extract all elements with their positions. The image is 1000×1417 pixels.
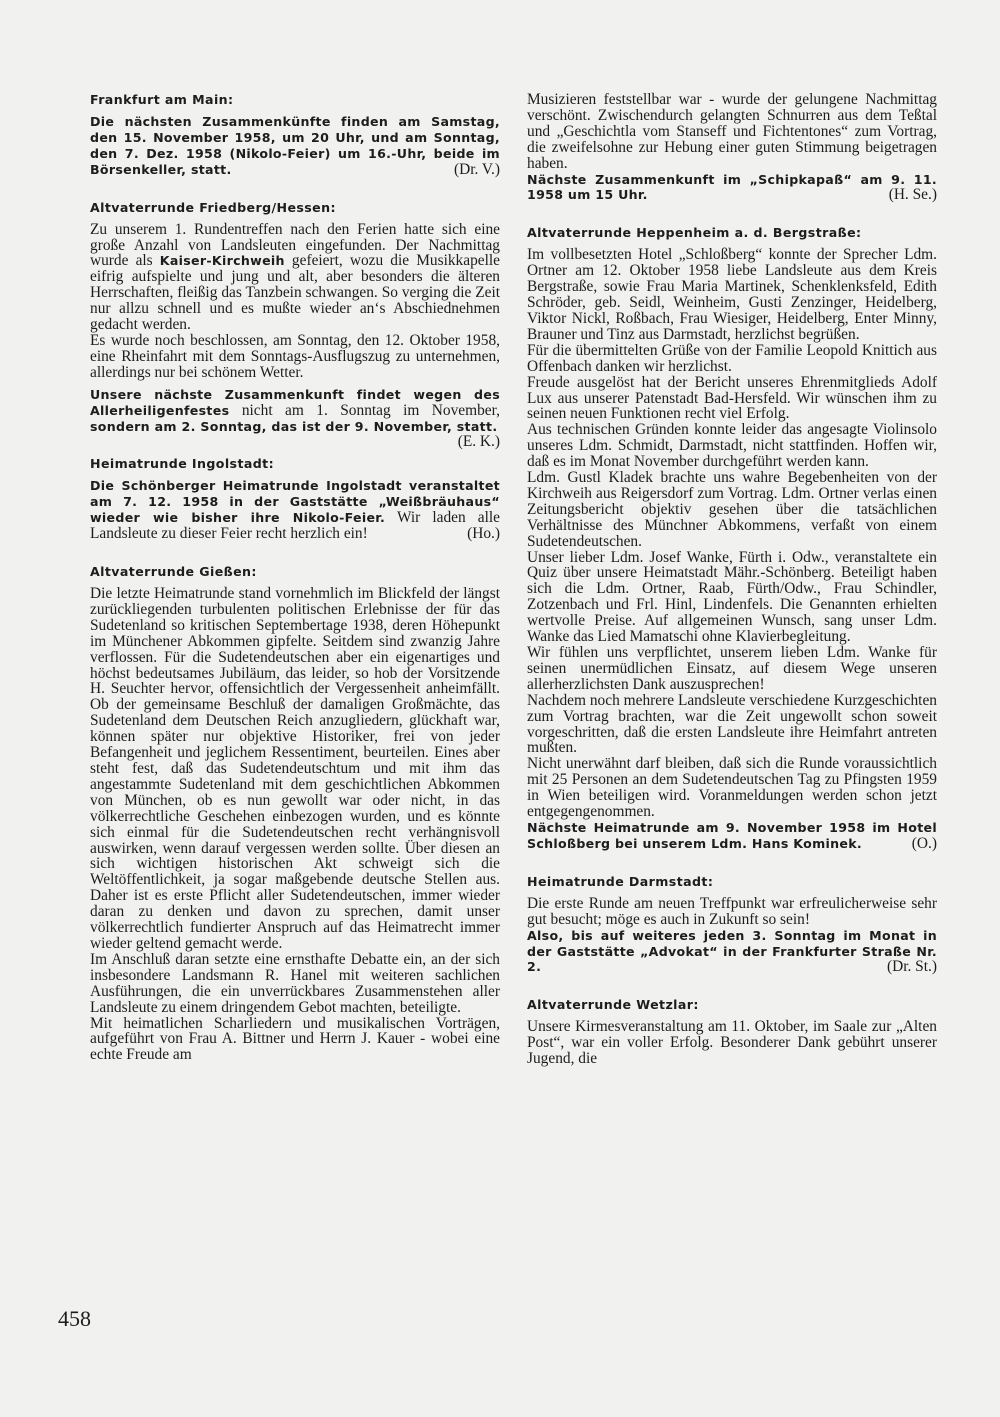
article-section [90,92,500,178]
body-text: Die erste Runde am neuen Treffpunkt war erfreulicherweise sehr gut besucht; möge es auch in Zukunft so sein! [527,894,937,928]
paragraph [90,1016,500,1064]
body-text: Zu unserem 1. Rundentreffen nach den Ferien hatte sich eine große Anzahl von Landsleuten eingefunden. Der Nachmittag wurde als [90,220,500,270]
body-text: Musizieren feststellbar war - wurde der gelungene Nachmittag verschönt. Zwischendurch gelangten Schnurren aus dem Teßtal und „Geschichtla vom Stanseff und Fichtentones“ zum Vortrag, die zweifelsohne zur Hebung einer guten Stimmung beigetragen haben. [527,91,937,172]
paragraph [90,478,500,542]
body-text: Aus technischen Gründen konnte leider das angesagte Violinsolo unseres Ldm. Schmidt, Darmstadt, nicht stattfinden. Hoffen wir, daß es im Monat November durchgeführt werden kann. [527,421,937,471]
body-text: gefeiert, wozu die Musikkapelle eifrig aufspielte und jung und alt, aber besonders die älteren Herrschaften, fleißig das Tanzbein schwangen. So verging die Zeit nur allzu schnell und es mußte wieder an‘s Abschiednehmen gedacht werden. [90,252,500,334]
body-text: Für die übermittelten Grüße von der Familie Leopold Knittich aus Offenbach danken wir herzlichst. [527,341,937,375]
article-section [90,456,500,542]
paragraph [90,586,500,952]
bold-text: Also, bis auf weiteres jeden 3. Sonntag im Monat in der Gaststätte „Advokat“ in der Frankfurter Straße Nr. 2. [527,927,937,975]
body-text: Nicht unerwähnt darf bleiben, daß sich die Runde voraussichtlich mit 25 Personen an dem Sudetendeutschen Tag zu Pfingsten 1959 in Wien beteiligen wird. Voranmeldungen werden schon jetzt entgegengenommen. [527,755,937,821]
section-heading: Altvaterrunde Heppenheim a. d. Bergstraße: [527,225,862,241]
body-text: Wir laden alle Landsleute zu dieser Feier recht herzlich ein! [90,509,501,543]
article-section [527,874,937,976]
section-heading: Heimatrunde Darmstadt: [527,873,714,889]
paragraph [527,550,937,645]
author-signature: (H. Se.) [888,186,937,204]
article-section [90,564,500,1063]
article-section [527,225,937,851]
article-section [90,199,500,451]
bold-text: Nächste Zusammenkunft im „Schipkapaß“ am 9. 11. 1958 um 15 Uhr. [527,171,937,203]
section-heading: Altvaterrunde Friedberg/Hessen: [90,199,336,215]
article-section [527,92,937,203]
bold-text: Nächste Heimatrunde am 9. November 1958 im Hotel Schloßberg bei unserem Ldm. Hans Kominek. [527,819,937,851]
section-heading: Heimatrunde Ingolstadt: [90,456,275,472]
section-heading: Altvaterrunde Gießen: [90,564,257,580]
bold-text: Die Schönberger Heimatrunde Ingolstadt veranstaltet am 7. 12. 1958 in der Gaststätte „Weißbräuhaus“ wieder wie bisher ihre Nikolo-Feier. [90,478,500,526]
author-signature: (Dr. V.) [453,160,500,178]
paragraph [527,422,937,470]
paragraph [90,114,500,178]
body-text: nicht am 1. Sonntag im November, [229,401,500,419]
bold-text: Unsere nächste Zusammenkunft findet wegen des Allerheiligenfestes [90,386,500,418]
paragraph [527,1019,937,1067]
left-column [90,92,500,1085]
paragraph [527,247,937,342]
body-text: Im Anschluß daran setzte eine ernsthafte Debatte ein, an der sich insbesondere Landsmann R. Hanel mit weiteren sachlichen Ausführungen, die ein unverrückbares Zusammenstehen aller Landsleute zu einem dringendem Gebot machten, beteiligte. [90,950,500,1016]
paragraph [90,952,500,1016]
paragraph [527,645,937,693]
paragraph [527,896,937,928]
author-signature: (Ho.) [467,525,500,543]
paragraph [90,222,500,333]
body-text: Nachdem noch mehrere Landsleute verschiedene Kurzgeschichten zum Vortrag brachten, war die Zeit ungewollt schon soweit vorgeschritten, daß die ersten Landsleute ihre Heimfahrt antreten mußten. [527,691,937,757]
article-section [527,997,937,1067]
author-signature: (O.) [911,834,937,852]
body-text: Unser lieber Ldm. Josef Wanke, Fürth i. Odw., veranstaltete ein Quiz über unsere Heimatstadt Mähr.-Schönberg. Beteiligt haben sich die Ldm. Ortner, Raab, Fürth/Odw., Frau Schindler, Zotzenbach und Frl. Hinl, Lindenfels. Die Genannten erhielten wertvolle Preise. Auf allgemeinen Wunsch, sang unser Ldm. Wanke das Lied Mamatschi ohne Klavierbegleitung. [527,548,937,646]
paragraph [527,928,937,976]
page-number: 458 [58,1306,91,1331]
paragraph [527,375,937,423]
paragraph [90,386,500,451]
paragraph [527,756,937,820]
body-text: Mit heimatlichen Scharliedern und musikalischen Vorträgen, aufgeführt von Frau A. Bittner und Herrn J. Kauer - wobei eine echte Freude am [90,1014,500,1064]
body-text: Freude ausgelöst hat der Bericht unseres Ehrenmitglieds Adolf Lux aus unserer Patenstadt Bad-Hersfeld. Wir wünschen ihm zu seinen neuen Funktionen recht viel Erfolg. [527,373,937,423]
body-text: Ldm. Gustl Kladek brachte uns wahre Begebenheiten von der Kirchweih aus Reigersdorf zum Vortrag. Ldm. Ortner verlas einen Zeitungsbericht objektiv gesehen über die tatsächlichen Verhältnisse des Münchner Abkommens, verfaßt von einem Sudetendeutschen. [527,469,937,550]
paragraph [527,343,937,375]
author-signature: (Dr. St.) [886,958,937,976]
body-text: Die letzte Heimatrunde stand vornehmlich im Blickfeld der längst zurückliegenden turbulenten politischen Erlebnisse der für das Sudetenland so kritischen Septembertage 1938, deren Höhepunkt im Münchener Abkommen gipfelte. Seitdem sind zwanzig Jahre verflossen. Für die Sudetendeutschen aber ein eigenartiges und höchst bedeutsames Jubiläum, das leider, so hob der Vorsitzende H. Seuchter hervor, offensichtlich der Vergessenheit anheimfällt. Ob der gemeinsame Beschluß der damaligen Großmächte, das Sudetenland dem Deutschen Reich anzugliedern, glückhaft war, können später nur objektive Historiker, frei von jeder Befangenheit und jeglichem Ressentiment, beurteilen. Eines aber steht fest, daß das Sudetendeutschtum und mit ihm das angestammte Sudetenland mit dem geschichtlichen Abkommen von München, ob es nun gewollt war oder nicht, in das völkerrechtliche Geschehen einbezogen wurden, und es könnte sich einmal für die Sudetendeutschen recht verhängnisvoll auswirken, wenn darauf vergessen werden sollte. Über diesen an sich wichtigen historischen Akt schweigt sich die Weltöffentlichkeit, ja sogar maßgebende deutsche Stellen aus. Daher ist es erste Pflicht aller Sudetendeutschen, immer wieder daran zu denken und davon zu sprechen, damit unser völkerrechtlich fundierter Anspruch auf das Heimatrecht immer wieder geltend gemacht werde. [90,585,500,952]
paragraph [527,820,937,852]
section-heading: Frankfurt am Main: [90,92,234,107]
paragraph [527,172,937,204]
body-text: Unsere Kirmesveranstaltung am 11. Oktober, im Saale zur „Alten Post“, war ein voller Erfolg. Besonderer Dank gebührt unserer Jugend, die [527,1018,937,1068]
paragraph [527,92,937,172]
body-text: Wir fühlen uns verpflichtet, unserem lieben Ldm. Wanke für seinen unermüdlichen Einsatz, auf diesem Wege unseren allerherzlichsten Dank auszusprechen! [527,644,937,693]
right-column [527,92,937,1089]
section-heading: Altvaterrunde Wetzlar: [527,997,699,1013]
body-text: Im vollbesetzten Hotel „Schloßberg“ konnte der Sprecher Ldm. Ortner am 12. Oktober 1958 liebe Landsleute aus dem Kreis Bergstraße, sowie Frau Maria Martinek, Schenklenksfeld, Edith Schröder, geb. Seidl, Weinheim, Gusti Zenzinger, Heidelberg, Viktor Nickl, Roßbach, Frau Wiesiger, Heidelberg, Enter Minny, Brauner und Tinz aus Darmstadt, herzlichst begrüßen. [527,246,937,343]
body-text: Es wurde noch beschlossen, am Sonntag, den 12. Oktober 1958, eine Rheinfahrt mit dem Sonntags-Ausflugszug zu unternehmen, allerdings nur bei schönem Wetter. [90,331,500,381]
paragraph [527,693,937,757]
author-signature: (E. K.) [457,433,500,451]
bold-text: Die nächsten Zusammenkünfte finden am Samstag, den 15. November 1958, um 20 Uhr, und am Sonntag, den 7. Dez. 1958 (Nikolo-Feier) um 16.-Uhr, beide im Börsenkeller, statt. [90,114,500,177]
paragraph [90,333,500,381]
bold-text: sondern am 2. Sonntag, das ist der 9. November, statt. [90,418,498,434]
paragraph [527,470,937,550]
bold-text: Kaiser-Kirchweih [159,253,285,269]
